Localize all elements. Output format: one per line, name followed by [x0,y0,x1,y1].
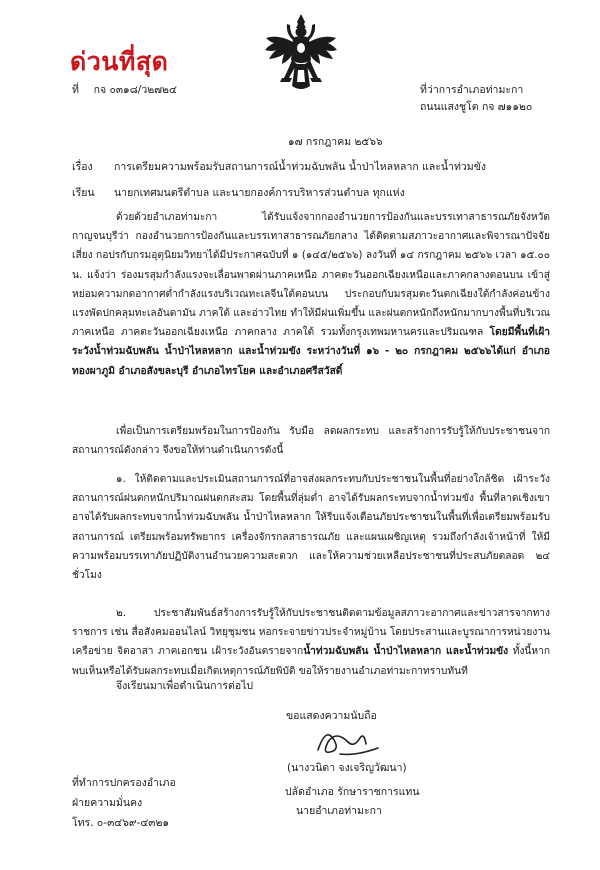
subject-line [72,161,93,174]
recipient-text: นายกเทศมนตรีตำบล และนายกองค์การบริหารส่วนตำบล ทุกแห่ง [114,187,405,199]
footer-phone: โทร. ๐-๓๔๖๙-๔๓๒๑ [72,817,170,829]
subject-label: เรื่อง [72,161,93,173]
closing-line: จึงเรียนมาเพื่อดำเนินการต่อไป [116,680,254,692]
body-paragraph-1-emphasis: โดยมีพื้นที่เฝ้าระวังน้ำท่วมฉับพลัน น้ำป่าไหลหลาก และน้ำท่วมขัง ระหว่างวันที่ ๑๖ - ๒๐ กรกฎาคม ๒๕๖๖ได้แก่ อำเภอทองผาภูมิ อำเภอสังขละบุรี อำเภอไทรโยค และอำเภอศรีสวัสดิ์ [72,327,550,377]
action-item-2-emphasis: น้ำท่วมฉับพลัน น้ำป่าไหลหลาก และน้ำท่วมขัง [303,646,509,658]
handwritten-signature-icon [300,716,390,764]
subject-text: การเตรียมความพร้อมรับสถานการณ์น้ำท่วมฉับพลัน น้ำป่าไหลหลาก และน้ำท่วมขัง [114,161,486,173]
garuda-emblem-icon [262,12,340,94]
body-paragraph-2: เพื่อเป็นการเตรียมพร้อมในการป้องกัน รับมือ ลดผลกระทบ และสร้างการรับรู้ให้กับประชาชนจากสถานการณ์ดังกล่าว จึงขอให้ท่านดำเนินการดังนี้ [72,426,550,457]
office-address [420,84,532,113]
document-number-label: ที่ [72,84,79,96]
signatory-position: นายอำเภอท่ามะกา [296,805,382,817]
document-date: ๑๗ กรกฎาคม ๒๕๖๖ [288,136,383,148]
body-paragraph-1 [72,208,550,381]
urgency-heading: ด่วนที่สุด [70,47,169,76]
signatory-title: ปลัดอำเภอ รักษาราชการแทน [285,786,420,798]
action-item-2-tail: ทั้งนี้หากพบเห็นหรือได้รับผลกระทบเมื่อเกิดเหตุการณ์ภัยพิบัติ ขอให้รายงานอำเภอท่ามะกาทราบทันที [72,646,550,677]
signatory-name: (นางวนิดา จงเจริญวัฒนา) [287,762,407,774]
office-street: ถนนแสงชูโต กจ ๗๑๑๒๐ [420,100,533,113]
action-item-1: ๑. ให้ติดตามและประเมินสถานการณ์ที่อาจส่งผลกระทบกับประชาชนในพื้นที่อย่างใกล้ชิด เฝ้าระวังสถานการณ์ฝนตกหนักปริมาณฝนตกสะสม โดยพื้นที่ลุ่มต่ำ อาจได้รับผลกระทบจากน้ำท่วมขัง พื้นที่ลาดเชิงเขา อาจได้รับผลกระทบจากน้ำท่วมฉับพลัน น้ำป่าไหลหลาก ให้รีบแจ้งเตือนภัยประชาชนในพื้นที่เพื่อเตรียมพร้อมรับสถานการณ์ เตรียมพร้อมทรัพยากร เครื่องจักรกลสาธารณภัย และแผนเผชิญเหตุ รวมถึงกำลังเจ้าหน้าที่ ให้มีความพร้อมบรรเทาภัยปฏิบัติงานอำนวยความสะดวก และให้ความช่วยเหลือประชาชนที่ประสบภัยตลอด ๒๔ ชั่วโมง [72,474,550,582]
recipient-label: เรียน [72,187,95,199]
footer-division: ฝ่ายความมั่นคง [72,797,143,809]
footer-department: ที่ทำการปกครองอำเภอ [72,777,176,789]
document-number [72,84,177,97]
office-name: ที่ว่าการอำเภอท่ามะกา [420,84,524,96]
body-paragraph-1-text: ด้วยด้วยอำเภอท่ามะกา ได้รับแจ้งจากกองอำนวยการป้องกันและบรรเทาสาธารณภัยจังหวัดกาญจนบุรีว่า กองอำนวยการป้องกันและบรรเทาสาธารณภัยกลาง ได้ติดตามสภาวะอากาศและพิจารณาปัจจัยเสี่ยง กอปรกับกรมอุตุนิยมวิทยาได้มีประกาศฉบับที่ ๑ (๑๔๕/๒๕๖๖) ลงวันที่ ๑๔ กรกฎาคม ๒๕๖๖ เวลา ๑๕.๐๐ น. แจ้งว่า ร่องมรสุมกำลังแรงจะเลื่อนพาดผ่านภาคเหนือ ภาคตะวันออกเฉียงเหนือและภาคกลางตอนบน เข้าสู่หย่อมความกดอากาศต่ำกำลังแรงบริเวณทะเลจีนใต้ตอนบน ประกอบกับมรสุมตะวันตกเฉียงใต้กำลังค่อนข้างแรงพัดปกคลุมทะเลอันดามัน ภาคใต้ และอ่าวไทย ทำให้มีฝนเพิ่มขึ้น และฝนตกหนักถึงหนักมากบางพื้นที่บริเวณภาคเหนือ ภาคตะวันออกเฉียงเหนือ ภาคกลาง ภาคใต้ รวมทั้งกรุงเทพมหานครและปริมณฑล [72,212,550,339]
signature-regards: ขอแสดงความนับถือ [286,710,377,722]
action-item-2-text: ๒. ประชาสัมพันธ์สร้างการรับรู้ให้กับประชาชนติดตามข้อมูลสภาวะอากาศและข่าวสารจากทางราชการ เช่น สื่อสังคมออนไลน์ วิทยุชุมชน หอกระจายข่าวประจำหมู่บ้าน โดยประสานและบูรณาการหน่วยงานเครือข่าย จิตอาสา ภาคเอกชน เฝ้าระวังอันตรายจาก [72,608,550,658]
document-number-value: กจ ๐๓๑๘/ว๒๗๒๔ [93,84,177,96]
action-item-2 [72,604,550,681]
